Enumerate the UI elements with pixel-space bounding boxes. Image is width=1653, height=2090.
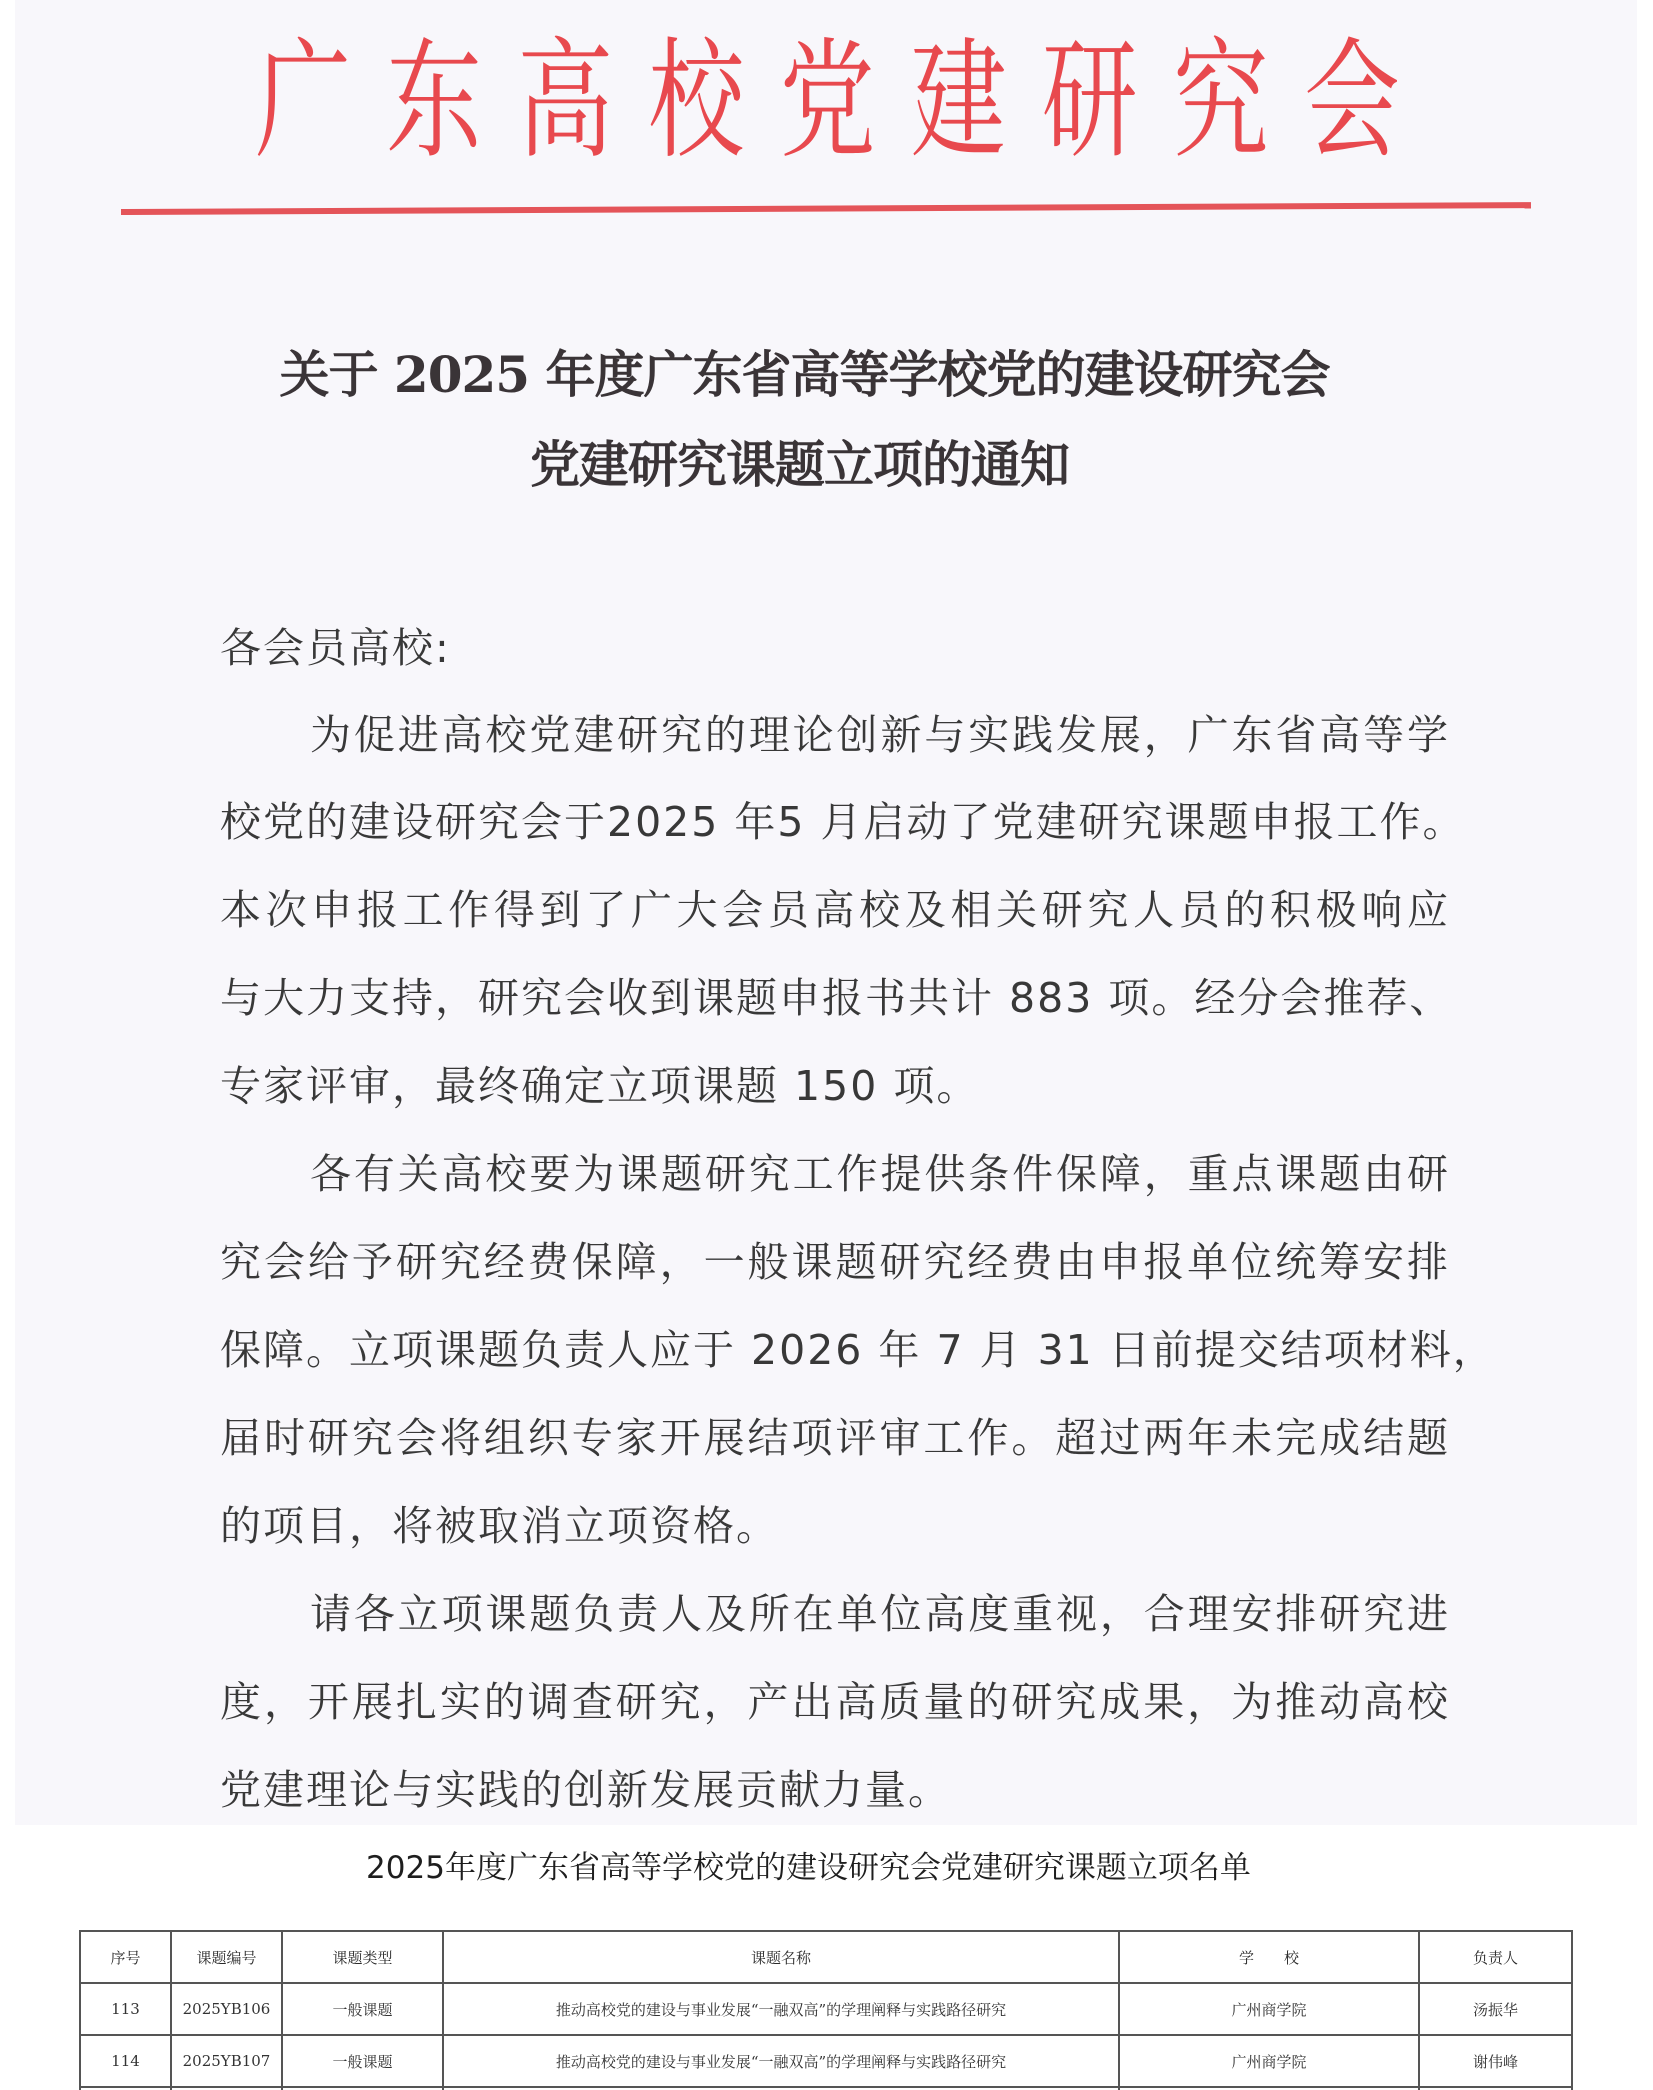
header-project-title: 课题名称: [443, 1931, 1119, 1983]
paragraph-3-line: 党建理论与实践的创新发展贡献力量。: [220, 1766, 951, 1814]
cell-project-type: 一般课题: [282, 1983, 443, 2035]
header-school: 学 校: [1119, 1931, 1419, 1983]
letterhead-char: 东: [386, 25, 483, 177]
project-list-table: [79, 1930, 1573, 2090]
letterhead-char: 会: [1304, 25, 1400, 177]
paragraph-1-line: 校党的建设研究会于2025 年5 月启动了党建研究课题申报工作。: [220, 798, 1466, 846]
organization-letterhead-title: [255, 25, 1400, 177]
header-serial-number: 序号: [80, 1931, 171, 1983]
project-list-title: 2025年度广东省高等学校党的建设研究会党建研究课题立项名单: [366, 1850, 1251, 1886]
header-project-code: 课题编号: [171, 1931, 282, 1983]
cell-school: 广州商学院: [1119, 2035, 1419, 2087]
cell-principal-investigator: 谢伟峰: [1419, 2035, 1572, 2087]
cell-serial-number: 114: [80, 2035, 171, 2087]
header-project-type: 课题类型: [282, 1931, 443, 1983]
letterhead-char: 究: [1172, 25, 1269, 177]
salutation: 各会员高校:: [220, 624, 451, 672]
notice-heading-line-2: 党建研究课题立项的通知: [530, 435, 1069, 494]
paragraph-2-line: 究会给予研究经费保障，一般课题研究经费由申报单位统筹安排: [220, 1238, 1450, 1286]
cell-project-type: 一般课题: [282, 2035, 443, 2087]
letterhead-char: 广: [255, 25, 351, 177]
table-row: [80, 2035, 1572, 2087]
cell-principal-investigator: 汤振华: [1419, 1983, 1572, 2035]
paragraph-1-line: 为促进高校党建研究的理论创新与实践发展，广东省高等学: [310, 711, 1450, 759]
header-principal-investigator: 负责人: [1419, 1931, 1572, 1983]
notice-heading-line-1: 关于 2025 年度广东省高等学校党的建设研究会: [279, 345, 1330, 404]
cell-school: 广州商学院: [1119, 1983, 1419, 2035]
paragraph-2-line: 保障。立项课题负责人应于 2026 年 7 月 31 日前提交结项材料，: [220, 1326, 1496, 1374]
table-header-row: [80, 1931, 1572, 1983]
cell-serial-number: 113: [80, 1983, 171, 2035]
letterhead-char: 党: [779, 25, 876, 177]
paragraph-2-line: 的项目，将被取消立项资格。: [220, 1502, 779, 1550]
paragraph-3-line: 度，开展扎实的调查研究，产出高质量的研究成果，为推动高校: [220, 1678, 1450, 1726]
paragraph-1-line: 与大力支持，研究会收到课题申报书共计 883 项。经分会推荐、: [220, 974, 1453, 1022]
letterhead-char: 研: [1041, 25, 1138, 177]
letterhead-char: 校: [648, 25, 745, 177]
letterhead-char: 建: [910, 25, 1007, 177]
letterhead-char: 高: [517, 25, 614, 177]
paragraph-1-line: 本次申报工作得到了广大会员高校及相关研究人员的积极响应: [220, 886, 1450, 934]
table-row: [80, 1983, 1572, 2035]
cell-project-code: 2025YB107: [171, 2035, 282, 2087]
paragraph-3-line: 请各立项课题负责人及所在单位高度重视，合理安排研究进: [310, 1590, 1450, 1638]
paragraph-2-line: 届时研究会将组织专家开展结项评审工作。超过两年未完成结题: [220, 1414, 1450, 1462]
cell-project-code: 2025YB106: [171, 1983, 282, 2035]
paragraph-1-line: 专家评审，最终确定立项课题 150 项。: [220, 1062, 980, 1110]
cell-project-title: 推动高校党的建设与事业发展“一融双高”的学理阐释与实践路径研究: [443, 1983, 1119, 2035]
cell-project-title: 推动高校党的建设与事业发展“一融双高”的学理阐释与实践路径研究: [443, 2035, 1119, 2087]
paragraph-2-line: 各有关高校要为课题研究工作提供条件保障，重点课题由研: [310, 1150, 1450, 1198]
